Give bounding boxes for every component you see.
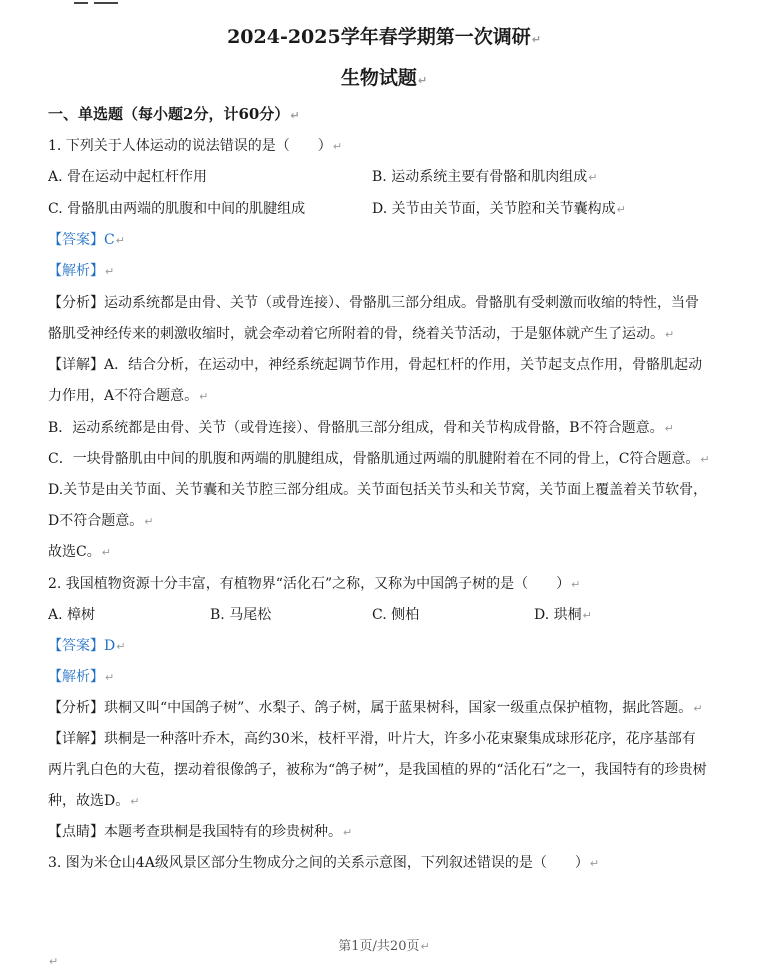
q1-detail-c: C．一块骨骼肌由中间的肌腹和两端的肌腱组成，骨骼肌通过两端的肌腱附着在不同的骨上，C符合题意。↵ (48, 451, 710, 467)
q2-stem: 2. 我国植物资源十分丰富，有植物界“活化石”之称，又称为中国鸽子树的是（ ）↵ (48, 576, 581, 592)
q2-detail-line2: 两片乳白色的大苞，摆动着很像鸽子，被称为“鸽子树”，是我国植的界的“活化石”之一，我国特有的珍贵树 (48, 762, 707, 778)
paragraph-mark: ↵ (664, 422, 674, 435)
paragraph-mark: ↵ (700, 453, 710, 466)
paragraph-mark: ↵ (116, 640, 126, 653)
q2-detail-line3: 种，故选D。↵ (48, 793, 140, 809)
q3-stem: 3. 图为米仓山4A级风景区部分生物成分之间的关系示意图，下列叙述错误的是（ ）↵ (48, 855, 600, 871)
q2-answer: 【答案】D↵ (48, 638, 126, 654)
section-heading: 一、单选题（每小题2分，计60分）↵ (48, 105, 300, 123)
q1-analysis-line2: 骼肌受神经传来的刺激收缩时，就会牵动着它所附着的骨，绕着关节活动，于是躯体就产生了运动。↵ (48, 326, 675, 342)
paragraph-mark: ↵ (105, 265, 115, 278)
q2-analysis: 【分析】珙桐又叫“中国鸽子树”、水梨子、鸽子树，属于蓝果树科，国家一级重点保护植物，据此答题。↵ (48, 700, 703, 716)
q2-explain-label: 【解析】↵ (48, 669, 115, 685)
q1-detail-a-line1: 【详解】A．结合分析，在运动中，神经系统起调节作用，骨起杠杆的作用，关节起支点作用，骨骼肌起动 (48, 357, 703, 373)
paragraph-mark: ↵ (101, 546, 111, 559)
q1-detail-b: B．运动系统都是由骨、关节（或骨连接）、骨骼肌三部分组成，骨和关节构成骨骼，B不符合题意。↵ (48, 420, 674, 436)
q1-option-b: B. 运动系统主要有骨骼和肌肉组成↵ (372, 169, 598, 185)
exam-title: 2024-2025学年春学期第一次调研↵ (227, 26, 541, 48)
q2-option-d: D. 珙桐↵ (534, 607, 592, 623)
q1-detail-d-line1: D.关节是由关节面、关节囊和关节腔三部分组成。关节面包括关节头和关节窝，关节面上覆盖着关节软骨， (48, 482, 708, 498)
page-footer: 第1页/共20页↵ (338, 939, 430, 954)
exam-subtitle: 生物试题↵ (340, 67, 428, 89)
q1-option-c: C. 骨骼肌由两端的肌腹和中间的肌腱组成 (48, 201, 306, 217)
q2-option-c: C. 侧柏 (372, 607, 420, 623)
paragraph-mark: ↵ (144, 515, 154, 528)
q1-conclusion: 故选C。↵ (48, 544, 111, 560)
q2-option-b: B. 马尾松 (210, 607, 272, 623)
bottom-paragraph-mark: ↵ (49, 955, 59, 968)
paragraph-mark: ↵ (130, 795, 140, 808)
paragraph-mark: ↵ (199, 390, 209, 403)
q1-option-d: D. 关节由关节面，关节腔和关节囊构成↵ (372, 201, 626, 217)
q1-analysis-line1: 【分析】运动系统都是由骨、关节（或骨连接）、骨骼肌三部分组成。骨骼肌有受刺激而收缩的特性，当骨 (48, 295, 699, 311)
paragraph-mark: ↵ (589, 857, 600, 870)
paragraph-mark: ↵ (420, 940, 430, 953)
paragraph-mark: ↵ (115, 234, 125, 247)
paragraph-mark: ↵ (105, 671, 115, 684)
q2-point: 【点睛】本题考查珙桐是我国特有的珍贵树种。↵ (48, 824, 353, 840)
paragraph-mark: ↵ (665, 328, 675, 341)
q1-stem: 1. 下列关于人体运动的说法错误的是（ ）↵ (48, 138, 343, 154)
q1-option-a: A. 骨在运动中起杠杆作用 (48, 169, 208, 185)
paragraph-mark: ↵ (693, 702, 703, 715)
paragraph-mark: ↵ (571, 578, 581, 591)
q1-answer: 【答案】C↵ (48, 232, 125, 248)
q2-option-a: A. 樟树 (48, 607, 96, 623)
q1-detail-a-line2: 力作用，A不符合题意。↵ (48, 388, 209, 404)
paragraph-mark: ↵ (616, 203, 626, 216)
q1-detail-d-line2: D不符合题意。↵ (48, 513, 154, 529)
paragraph-mark: ↵ (582, 609, 592, 622)
paragraph-mark: ↵ (417, 74, 428, 87)
paragraph-mark: ↵ (343, 826, 353, 839)
paragraph-mark: ↵ (332, 140, 343, 153)
paragraph-mark: ↵ (531, 33, 541, 46)
paragraph-mark: ↵ (290, 109, 300, 122)
q2-detail-line1: 【详解】珙桐是一种落叶乔木，高约30米，枝杆平滑，叶片大，许多小花束聚集成球形花序，花序基部有 (48, 731, 696, 747)
paragraph-mark: ↵ (588, 171, 598, 184)
q1-explain-label: 【解析】↵ (48, 263, 115, 279)
top-edge-marks (74, 0, 144, 4)
